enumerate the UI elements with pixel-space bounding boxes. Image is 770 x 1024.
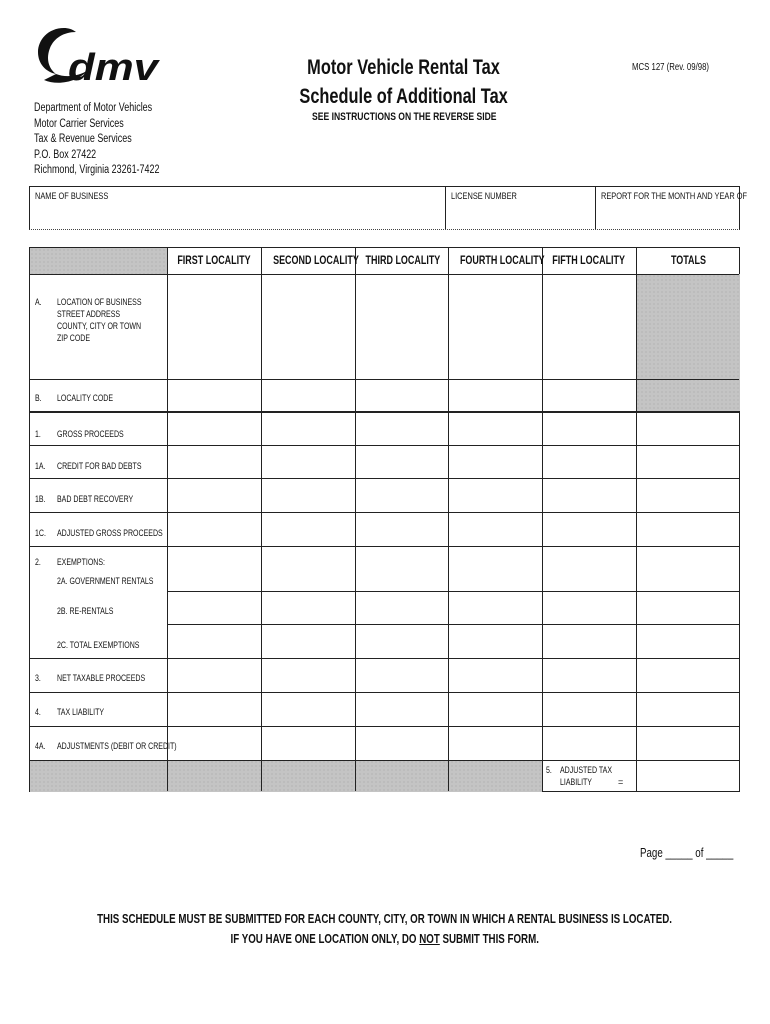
business-name-label: NAME OF BUSINESS: [35, 191, 109, 202]
form-number: MCS 127 (Rev. 09/98): [632, 62, 710, 73]
report-period-label: REPORT FOR THE MONTH AND YEAR OF: [601, 191, 748, 202]
row-b-locality-code: B. LOCALITY CODE: [35, 393, 114, 403]
license-number-field[interactable]: [446, 187, 596, 229]
agency-address: [34, 101, 195, 179]
footer-instruction: THIS SCHEDULE MUST BE SUBMITTED FOR EACH COUNTY, CITY, OR TOWN IN WHICH A RENTAL BUSINESS IS LOCATED.: [97, 912, 673, 926]
address-line: Tax & Revenue Services: [34, 133, 132, 145]
shaded-cell: [30, 760, 542, 792]
instructions-note: SEE INSTRUCTIONS ON THE REVERSE SIDE: [311, 111, 497, 123]
row-a-location: A. LOCATION OF BUSINESS STREET ADDRESS COUNTY, CITY OR TOWN ZIP CODE: [35, 297, 142, 343]
locality-tax-table: [29, 247, 740, 792]
row-1b-bad-debt-recovery: 1B. BAD DEBT RECOVERY: [35, 494, 134, 504]
business-name-field[interactable]: [30, 187, 446, 229]
logo-text: dmv: [68, 47, 160, 89]
row-2c-total-exemptions: 2C. TOTAL EXEMPTIONS: [57, 640, 140, 650]
row-3-net-taxable: 3. NET TAXABLE PROCEEDS: [35, 673, 146, 683]
row-1c-adjusted-gross: 1C. ADJUSTED GROSS PROCEEDS: [35, 528, 163, 538]
adjusted-tax-liability-total-cell[interactable]: [636, 760, 740, 792]
address-line: Motor Carrier Services: [34, 117, 124, 130]
shaded-cell: [30, 248, 167, 274]
address-line: P.O. Box 27422: [34, 148, 97, 161]
license-number-label: LICENSE NUMBER: [451, 191, 517, 202]
footer-warning: IF YOU HAVE ONE LOCATION ONLY, DO NOT SUBMIT THIS FORM.: [230, 932, 540, 946]
not-emphasis: NOT: [419, 932, 441, 946]
col-header-third-locality: THIRD LOCALITY: [365, 255, 441, 267]
col-header-fifth-locality: FIFTH LOCALITY: [552, 255, 626, 267]
address-line: Department of Motor Vehicles: [34, 102, 153, 114]
shaded-cell: [636, 274, 740, 411]
col-header-first-locality: FIRST LOCALITY: [177, 255, 251, 267]
row-4-tax-liability: 4. TAX LIABILITY: [35, 707, 105, 717]
row-2-exemptions: 2. EXEMPTIONS:: [35, 557, 105, 567]
col-header-fourth-locality: FOURTH LOCALITY: [459, 255, 545, 267]
page-indicator: Page _____ of _____: [640, 846, 734, 860]
form-subtitle: Schedule of Additional Tax: [299, 85, 509, 108]
row-1-gross-proceeds: 1. GROSS PROCEEDS: [35, 429, 124, 439]
row-2b-re-rentals: 2B. RE-RENTALS: [57, 606, 114, 616]
address-line: Richmond, Virginia 23261-7422: [34, 164, 160, 176]
row-1a-credit-bad-debts: 1A. CREDIT FOR BAD DEBTS: [35, 461, 142, 471]
report-period-field[interactable]: [596, 187, 748, 229]
row-4a-adjustments: 4A. ADJUSTMENTS (DEBIT OR CREDIT): [35, 741, 177, 751]
row-2a-government-rentals: 2A. GOVERNMENT RENTALS: [57, 576, 154, 586]
form-title: Motor Vehicle Rental Tax: [307, 56, 501, 79]
row-5-adjusted-tax-liability: 5. ADJUSTED TAX LIABILITY =: [546, 765, 624, 787]
col-header-second-locality: SECOND LOCALITY: [273, 255, 359, 267]
business-info-box: [29, 186, 748, 230]
dmv-logo: [34, 24, 160, 90]
col-header-totals: TOTALS: [670, 255, 706, 267]
